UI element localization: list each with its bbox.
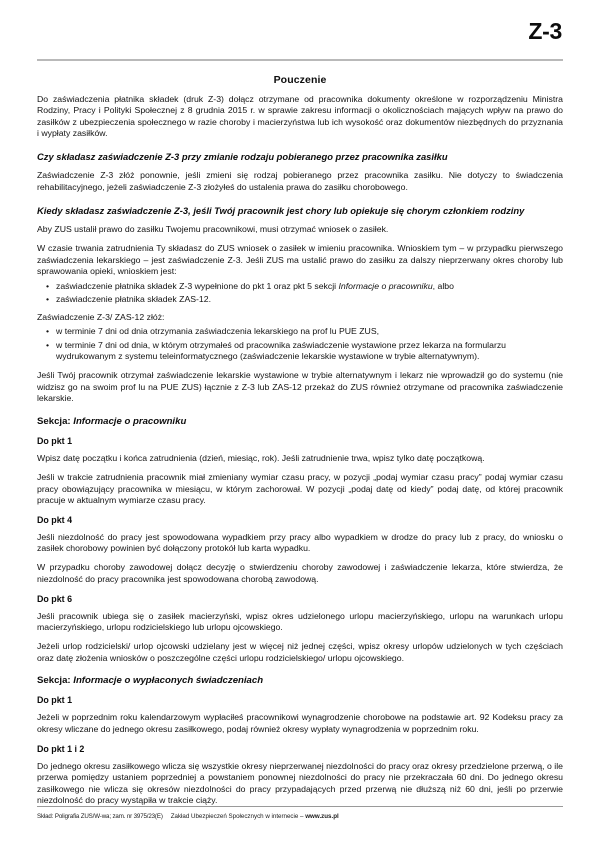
subheading-employee-pkt1: Do pkt 1 <box>37 435 73 446</box>
section-heading-name: Informacje o pracowniku <box>73 415 187 427</box>
footer-institution: Zakład Ubezpieczeń Społecznych w internecie – <box>170 813 304 820</box>
footer-url[interactable]: www.zus.pl <box>305 813 339 820</box>
paragraph-submission-deadline-intro: Zaświadczenie Z-3/ ZAS-12 złóż: <box>37 311 165 322</box>
heading-when-to-submit: Kiedy składasz zaświadczenie Z-3, jeśli Twój pracownik jest chory lub opiekuje się chorym członkiem rodziny <box>37 204 525 216</box>
heading-change-benefit-type: Czy składasz zaświadczenie Z-3 przy zmianie rodzaju pobieranego przez pracownika zasiłku <box>37 150 448 162</box>
paragraph-when-during-employment: W czasie trwania zatrudnienia Ty składasz do ZUS wniosek o zasiłek w imieniu pracownika. Wnioskiem tym – w przypadku pierwszego zaświadczenia lekarskiego – jest zaświadczenie Z-3. Jeśli ZUS ma ustalić prawo do zasiłku za dalszy nieprzerwany okres choroby lub sprawowania opieki, wnioskiem jest: <box>37 243 563 277</box>
list-item <box>37 340 563 363</box>
paragraph-alternative-mode: Jeśli Twój pracownik otrzymał zaświadczenie lekarskie wystawione w trybie alternatywnym i lekarz nie wprowadził go do systemu (nie widzisz go na swoim prof lu na PUE ZUS) łącznie z Z-3 lub ZAS-12 przekaż do ZUS również otrzymane od pracownika zaświadczenie lekarskie. <box>37 370 563 404</box>
paragraph-employee-pkt6-b: Jeżeli urlop rodzicielski/ urlop ojcowski udzielany jest w więcej niż jednej części, wpisz okresy urlopów udzielonych w tych częściach oraz datę złożenia wniosków o poszczególne części urlopu rodzicielskiego/ urlopu ojcowskiego. <box>37 641 563 663</box>
subheading-benefits-pkt1: Do pkt 1 <box>37 695 73 706</box>
page-title: Pouczenie <box>273 74 327 86</box>
list-item <box>37 281 563 292</box>
form-code: Z-3 <box>528 18 562 44</box>
footer-divider <box>37 806 563 807</box>
list-item <box>37 326 563 337</box>
subheading-employee-pkt6: Do pkt 6 <box>37 593 73 604</box>
list-item-text-pre: zaświadczenie płatnika składek ZAS-12. <box>56 294 212 305</box>
paragraph-employee-pkt1-b: Jeśli w trakcie zatrudnienia pracownik miał zmieniany wymiar czasu pracy, w pozycji „podaj wymiar czasu pracy” podaj wymiar czasu pracy obowiązujący pracownika w miesiącu, w którym zachorował. W pozycji „podaj datę od kiedy” podaj datę, od której pracownik pracuje w aktualnym wymiarze czasu pracy. <box>37 471 563 506</box>
subheading-employee-pkt4: Do pkt 4 <box>37 514 73 525</box>
footer-imprint: Skład: Poligrafia ZUS/W-wa; zam. nr 3975/23(E) <box>37 813 163 820</box>
paragraph-change-benefit-type: Zaświadczenie Z-3 złóż ponownie, jeśli zmieni się rodzaj pobieranego przez pracownika zasiłku. Nie dotyczy to świadczenia rehabilitacyjnego, jeżeli zaświadczenie Z-3 złożyłeś do ustalenia prawa do zasiłku chorobowego. <box>37 170 563 192</box>
list-item-text-pre: zaświadczenie płatnika składek Z-3 wypełnione do pkt 1 oraz pkt 5 sekcji <box>56 280 339 291</box>
section-heading-prefix: Sekcja: <box>37 415 74 427</box>
list-item-text-post: , albo <box>432 280 454 291</box>
paragraph-employee-pkt4-a: Jeśli niezdolność do pracy jest spowodowana wypadkiem przy pracy albo wypadkiem w drodze do pracy lub z pracy, do wniosku o zasiłek chorobowy powinien być dołączony protokół lub karta wypadku. <box>37 531 563 554</box>
bullet-list-application-documents <box>37 281 563 306</box>
paragraph-benefits-pkt1: Jeżeli w poprzednim roku kalendarzowym wypłaciłeś pracownikowi wynagrodzenie chorobowe na podstawie art. 92 Kodeksu pracy za okresy wliczane do jednego okresu zasiłkowego, podaj również okresy wypłaty wynagrodzenia w poprzednim roku. <box>37 712 563 735</box>
footer-text <box>37 813 563 821</box>
list-item-text-pre: w terminie 7 dni od dnia, w którym otrzymałeś od pracownika zaświadczenie wystawione przez lekarza na formularzu wydrukowanym z systemu teleinformatycznego (zaświadczenie lekarskie wystawione w trybie alternatywnym). <box>56 339 507 362</box>
section-heading-employee-info <box>37 416 563 428</box>
list-item-text-italic: Informacje o pracowniku <box>338 280 433 291</box>
bullet-icon: • <box>46 294 50 305</box>
bullet-list-submission-deadlines <box>37 326 563 362</box>
section-heading-name: Informacje o wypłaconych świadczeniach <box>73 675 264 687</box>
bullet-icon: • <box>46 326 50 337</box>
page-footer <box>37 806 563 821</box>
section-heading-prefix: Sekcja: <box>37 675 74 687</box>
paragraph-employee-pkt6-a: Jeśli pracownik ubiega się o zasiłek macierzyński, wpisz okres udzielonego urlopu macierzyńskiego, urlopu na warunkach urlopu macierzyńskiego, urlopu rodzicielskiego lub urlopu ojcowskiego. <box>37 610 563 633</box>
list-item-text-pre: w terminie 7 dni od dnia otrzymania zaświadczenia lekarskiego na prof lu PUE ZUS, <box>56 326 380 337</box>
bullet-icon: • <box>46 339 50 350</box>
paragraph-employee-pkt1-a: Wpisz datę początku i końca zatrudnienia (dzień, miesiąc, rok). Jeśli zatrudnienie trwa, wpisz tylko datę początkową. <box>37 452 485 463</box>
paragraph-employee-pkt4-b: W przypadku choroby zawodowej dołącz decyzję o stwierdzeniu choroby zawodowej i zaświadczenie lekarza, które stwierdza, że niezdolność do pracy pracownika jest spowodowana chorobą zawodową. <box>37 562 563 584</box>
bullet-icon: • <box>46 280 50 291</box>
paragraph-benefits-pkt1i2: Do jednego okresu zasiłkowego wlicza się wszystkie okresy nieprzerwanej niezdolności do pracy oraz okresy przedzielone przerwą, o ile przerwa pomiędzy ustaniem poprzedniej a powstaniem ponownej niezdolności do pracy nie przekraczała 60 dni. Do jednego okresu zasiłkowego nie wlicza się okresów niezdolności do pracy przypadających przed przerwą nie dłuższą niż 60 dni, jeśli po przerwie niezdolność do pracy wystąpiła w trakcie ciąży. <box>37 760 563 806</box>
subheading-benefits-pkt1i2: Do pkt 1 i 2 <box>37 743 85 754</box>
header-divider <box>37 59 563 61</box>
paragraph-when-intro: Aby ZUS ustalił prawo do zasiłku Twojemu pracownikowi, musi otrzymać wniosek o zasiłek. <box>37 224 389 235</box>
section-heading-benefits-info <box>37 675 563 687</box>
list-item <box>37 294 563 305</box>
intro-paragraph: Do zaświadczenia płatnika składek (druk Z-3) dołącz otrzymane od pracownika dokumenty określone w rozporządzeniu Ministra Rodziny, Pracy i Polityki Społecznej z 8 grudnia 2015 r. w sprawie zakresu informacji o okolicznościach mających wpływ na prawo do zasiłków z ubezpieczenia społecznego w razie choroby i macierzyństwa lub ich wysokość oraz dokumentów niezbędnych do przyznania i wypłaty zasiłków. <box>37 93 563 139</box>
